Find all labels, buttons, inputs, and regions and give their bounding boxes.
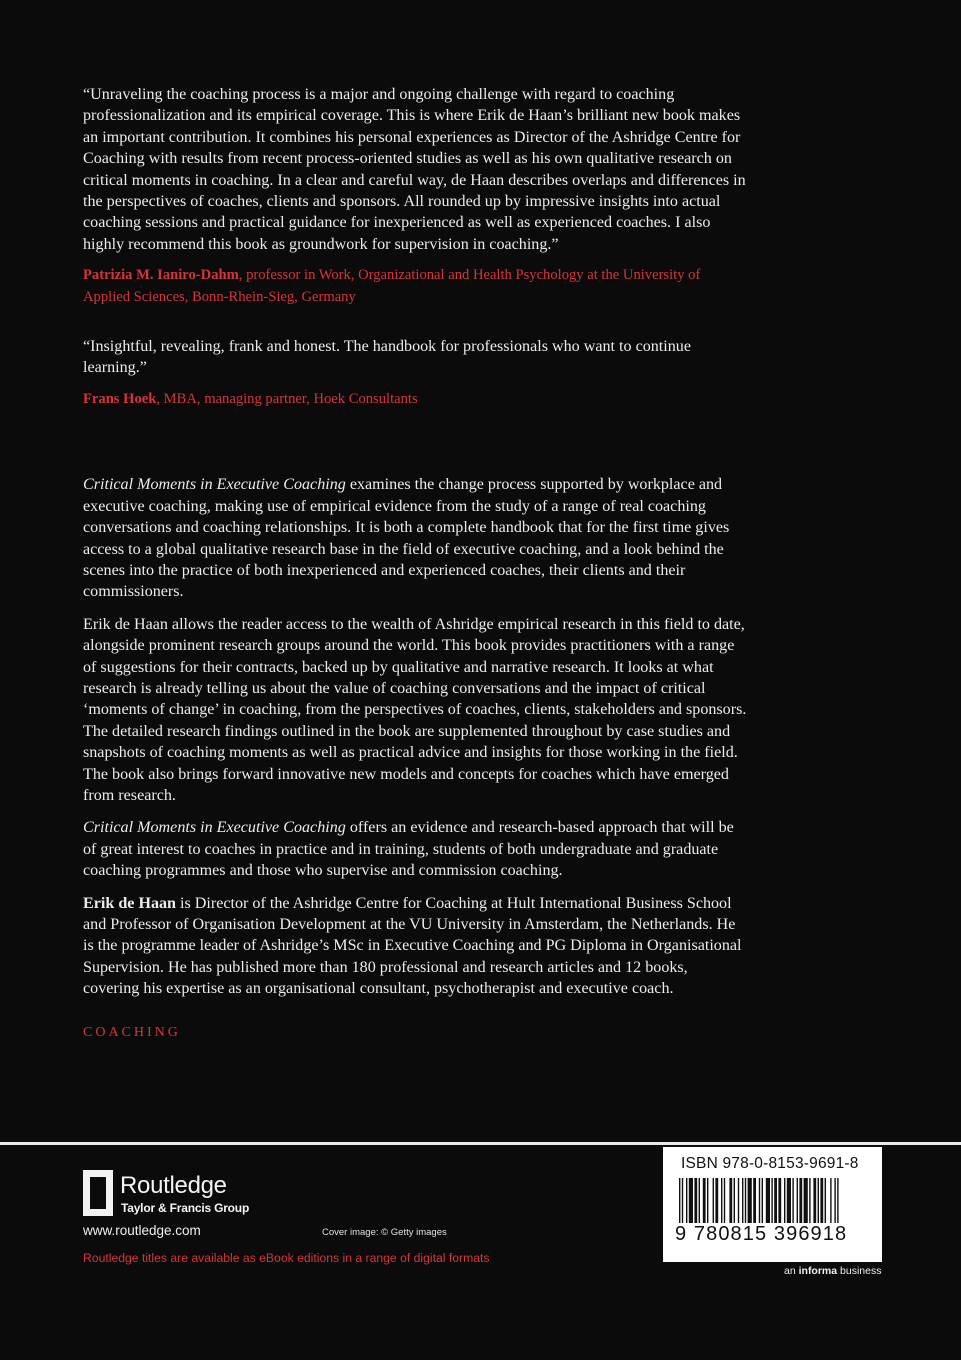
endorsement-attribution-1	[83, 265, 748, 308]
publisher-website: www.routledge.com	[83, 1223, 201, 1238]
barcode-digits	[674, 1223, 879, 1245]
barcode-digits-text: 9 780815 396918	[675, 1223, 848, 1245]
isbn-label: ISBN 978-0-8153-9691-8	[681, 1155, 859, 1172]
book-title-2: Critical Moments in Executive Coaching	[83, 819, 346, 837]
cover-image-credit: Cover image: © Getty images	[322, 1227, 447, 1238]
endorsement-quote-2: “Insightful, revealing, frank and honest. The handbook for professionals who want to continue learning.”	[83, 338, 691, 377]
endorser-name-1: Patrizia M. Ianiro-Dahm	[83, 267, 239, 284]
book-title: Critical Moments in Executive Coaching	[83, 476, 346, 494]
description-text-1: examines the change process supported by workplace and executive coaching, making use of empirical evidence from the study of a range of real coaching conversations and coaching relationships. It is both a complete handbook that for the first time gives access to a global qualitative research base in the field of executive coaching, and a look behind the scenes into the practice of both inexperienced and experienced coaches, their clients and their commissioners.	[83, 476, 730, 601]
ebook-note: Routledge titles are available as eBook editions in a range of digital formats	[83, 1251, 490, 1265]
endorser-name-2: Frans Hoek	[83, 390, 157, 407]
publisher-name: Routledge	[120, 1172, 227, 1199]
endorser-role-2: , MBA, managing partner, Hoek Consultants	[156, 390, 418, 407]
informa-prefix: an	[784, 1265, 799, 1277]
description-paragraph-2: Erik de Haan allows the reader access to the wealth of Ashridge empirical research in this field to date, alongside prominent research groups around the world. This book provides practitioners with a range of suggestions for their contracts, backed up by qualitative and narrative research. It looks at what research is already telling us about the value of coaching conversations and the impact of critical ‘moments of change’ in coaching, from the perspectives of coaches, clients, stakeholders and sponsors. The detailed research findings outlined in the book are supplemented throughout by case studies and snapshots of coaching moments as well as practical advice and insights for those working in the field. The book also brings forward innovative new models and concepts for coaches which have emerged from research.	[83, 615, 747, 804]
endorsement-attribution-2	[83, 389, 748, 410]
description-paragraph-3	[83, 817, 748, 881]
description-paragraph-1	[83, 474, 748, 602]
isbn-barcode	[663, 1147, 882, 1262]
footer-divider	[0, 1142, 961, 1145]
informa-business	[784, 1265, 881, 1277]
author-bio-text: is Director of the Ashridge Centre for Coaching at Hult International Business School and Professor of Organisation Development at the VU University in Amsterdam, the Netherlands. He is the programme leader of Ashridge’s MSc in Executive Coaching and PG Diploma in Organisational Supervision. He has published more than 180 professional and research articles and 12 books, covering his expertise as an organisational consultant, psychotherapist and executive coach.	[83, 894, 742, 998]
publisher-group: Taylor & Francis Group	[121, 1201, 250, 1215]
routledge-logo	[83, 1170, 283, 1220]
routledge-logo-icon	[83, 1170, 113, 1216]
endorsement-quote-1: “Unraveling the coaching process is a major and ongoing challenge with regard to coaching professionalization and its empirical coverage. This is where Erik de Haan’s brilliant new book makes an important contribution. It combines his personal experiences as Director of the Ashridge Centre for Coaching with results from recent process-oriented studies as well as his own qualitative research on critical moments in coaching. In a clear and careful way, de Haan describes overlaps and differences in the perspectives of coaches, clients and sponsors. All rounded up by impressive insights into actual coaching sessions and practical guidance for inexperienced as well as experienced coaches. I also highly recommend this book as groundwork for supervision in coaching.”	[83, 86, 746, 253]
author-bio	[83, 893, 748, 1000]
back-cover-text	[83, 84, 748, 1043]
endorser-role-1: , professor in Work, Organizational and Health Psychology at the University of Applied Sciences, Bonn-Rhein-Sieg, Germany	[83, 267, 701, 305]
author-name: Erik de Haan	[83, 894, 177, 912]
description-text-3: offers an evidence and research-based approach that will be of great interest to coaches in practice and in training, students of both undergraduate and graduate coaching programmes and those who supervise and commission coaching.	[83, 819, 734, 880]
informa-name: informa	[798, 1265, 838, 1277]
category-label: COACHING	[83, 1024, 181, 1040]
informa-suffix: business	[837, 1265, 882, 1277]
